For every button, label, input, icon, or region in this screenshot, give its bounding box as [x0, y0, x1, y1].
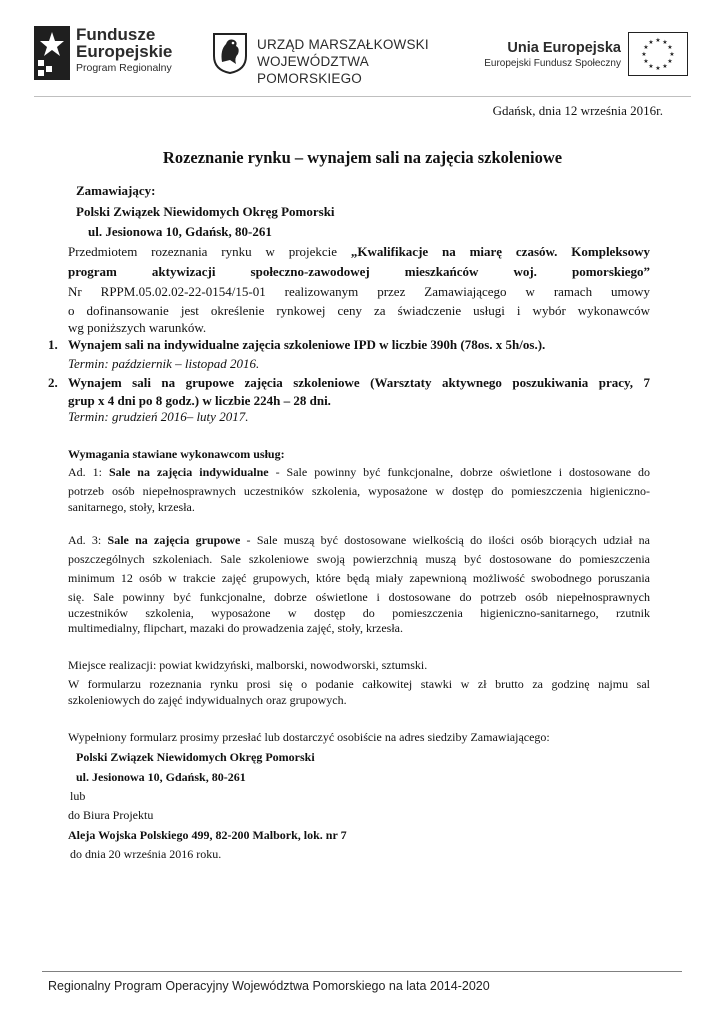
- submission-name: Polski Związek Niewidomych Okręg Pomorski: [76, 750, 315, 764]
- item-2-text-line1: Wynajem sali na grupowe zajęcia szkoleniowe (Warsztaty aktywnego poszukiwania pracy, 7: [68, 375, 650, 390]
- ue-logo-line1: Unia Europejska: [507, 40, 621, 56]
- svg-text:★: ★: [641, 51, 647, 58]
- ad1-line-1-rest: - Sale powinny być funkcjonalne, dobrze oświetlone i dostosowane do: [268, 465, 650, 479]
- submission-or: lub: [70, 789, 86, 803]
- ad3-prefix: Ad. 3:: [68, 533, 108, 547]
- project-name-part2: program aktywizacji społeczno-zawodowej mieszkańców woj. pomorskiego”: [68, 264, 650, 279]
- svg-text:★: ★: [643, 58, 649, 65]
- document-date: Gdańsk, dnia 12 września 2016r.: [492, 103, 663, 118]
- document-title: Rozeznanie rynku – wynajem sali na zajęcia szkoleniowe: [162, 148, 563, 167]
- ad1-line-3: sanitarnego, stoły, krzesła.: [68, 500, 195, 514]
- um-logo-line1: URZĄD MARSZAŁKOWSKI: [257, 37, 429, 52]
- item-2-term: Termin: grudzień 2016– luty 2017.: [68, 409, 249, 424]
- requirements-heading: Wymagania stawiane wykonawcom usług:: [68, 447, 285, 461]
- item-1-text: Wynajem sali na indywidualne zajęcia szkoleniowe IPD w liczbie 390h (78os. x 5h/os.).: [68, 337, 546, 352]
- submission-deadline: do dnia 20 września 2016 roku.: [70, 847, 222, 861]
- intro-line-3: Nr RPPM.05.02.02-22-0154/15-01 realizowanym przez Zamawiającego w ramach umowy: [68, 284, 650, 299]
- svg-text:★: ★: [648, 39, 654, 46]
- form-note-line-2: szkoleniowych do zajęć indywidualnych oraz grupowych.: [68, 693, 347, 707]
- intro-line-1: [68, 242, 650, 261]
- svg-text:★: ★: [655, 37, 661, 44]
- ad3-line-6: multimedialny, flipchart, mazaki do prowadzenia zajęć, stoły, krzesła.: [68, 621, 403, 635]
- svg-text:★: ★: [667, 58, 673, 65]
- footer-program-name: Regionalny Program Operacyjny Województwa Pomorskiego na lata 2014-2020: [48, 979, 490, 993]
- header-logos: [0, 0, 725, 98]
- form-note-line-1: W formularzu rozeznania rynku prosi się o podanie całkowitej stawki w zł brutto za godzinę najmu sal: [68, 677, 650, 691]
- submission-office-address: Aleja Wojska Polskiego 499, 82-200 Malbork, lok. nr 7: [68, 828, 347, 842]
- contracting-address: ul. Jesionowa 10, Gdańsk, 80-261: [88, 224, 272, 239]
- eu-flag-icon: [628, 32, 688, 76]
- unia-europejska-logo: [478, 32, 693, 80]
- svg-text:★: ★: [655, 65, 661, 72]
- svg-text:★: ★: [667, 44, 673, 51]
- intro-line-5: wg poniższych warunków.: [68, 320, 207, 335]
- contracting-name: Polski Związek Niewidomych Okręg Pomorski: [76, 204, 335, 219]
- svg-text:★: ★: [662, 39, 668, 46]
- submission-address: ul. Jesionowa 10, Gdańsk, 80-261: [76, 770, 246, 784]
- um-logo-line2: WOJEWÓDZTWA POMORSKIEGO: [257, 54, 369, 86]
- ad1-line-2: potrzeb osób niepełnosprawnych uczestników szkolenia, wyposażone w dostęp do pomieszczenia higieniczno-: [68, 484, 650, 498]
- ad1-prefix: Ad. 1:: [68, 465, 109, 479]
- project-name-part1: „Kwalifikacje na miarę czasów. Kompleksowy: [350, 244, 650, 259]
- contracting-label: Zamawiający:: [76, 183, 156, 198]
- ue-logo-line2: Europejski Fundusz Społeczny: [484, 58, 621, 69]
- header-divider: [34, 96, 691, 97]
- svg-text:★: ★: [648, 63, 654, 70]
- ad3-line-3: minimum 12 osób w trakcie zajęć grupowych, które będą miały zapewnioną możliwość swobodnego poruszania: [68, 571, 650, 585]
- ad3-line-2: poszczególnych szkoleniach. Sale szkoleniowe swoją powierzchnią muszą być dostosowane do pomieszczenia: [68, 552, 650, 566]
- ad3-line-1: [68, 531, 650, 550]
- item-1-number: 1.: [48, 337, 58, 352]
- item-2-text-line2: grup x 4 dni po 8 godz.) w liczbie 224h – 28 dni.: [68, 393, 331, 408]
- intro-line-1-text: Przedmiotem rozeznania rynku w projekcie: [68, 244, 351, 259]
- footer-divider: [42, 971, 682, 972]
- svg-text:★: ★: [662, 63, 668, 70]
- ad3-line-5: uczestników szkolenia, wyposażone w dostęp do pomieszczenia higieniczno-sanitarnego, rzutnik: [68, 606, 650, 620]
- submission-intro: Wypełniony formularz prosimy przesłać lub dostarczyć osobiście na adres siedziby Zamawiającego:: [68, 730, 550, 744]
- submission-office: do Biura Projektu: [68, 808, 154, 822]
- fundusze-europejskie-star-icon: [34, 26, 70, 80]
- item-2-number: 2.: [48, 375, 58, 390]
- ad3-line-4: się. Sale powinny być funkcjonalne, dobrze oświetlone i dostosowane do potrzeb osób niepełnosprawnych: [68, 590, 650, 604]
- place-of-implementation: Miejsce realizacji: powiat kwidzyński, malborski, nowodworski, sztumski.: [68, 658, 428, 672]
- fe-logo-line1: Fundusze: [76, 25, 156, 44]
- fundusze-europejskie-logo: [34, 26, 184, 84]
- ad3-heading: Sale na zajęcia grupowe: [107, 533, 241, 547]
- ad3-line-1-rest: - Sale muszą być dostosowane wielkością do ilości osób biorących udział na: [240, 533, 650, 547]
- griffin-crest-icon: [212, 32, 248, 74]
- ad1-line-1: [68, 463, 650, 482]
- fe-logo-line3: Program Regionalny: [76, 62, 172, 74]
- urzad-marszalkowski-logo: [212, 32, 457, 86]
- ad1-heading: Sale na zajęcia indywidualne: [108, 465, 269, 479]
- fe-logo-line2: Europejskie: [76, 42, 173, 61]
- item-1-term: Termin: październik – listopad 2016.: [68, 356, 260, 371]
- svg-text:★: ★: [669, 51, 675, 58]
- svg-text:★: ★: [643, 44, 649, 51]
- intro-line-4: o dofinansowanie jest określenie rynkowej ceny za świadczenie usługi i wybór wykonawców: [68, 303, 650, 318]
